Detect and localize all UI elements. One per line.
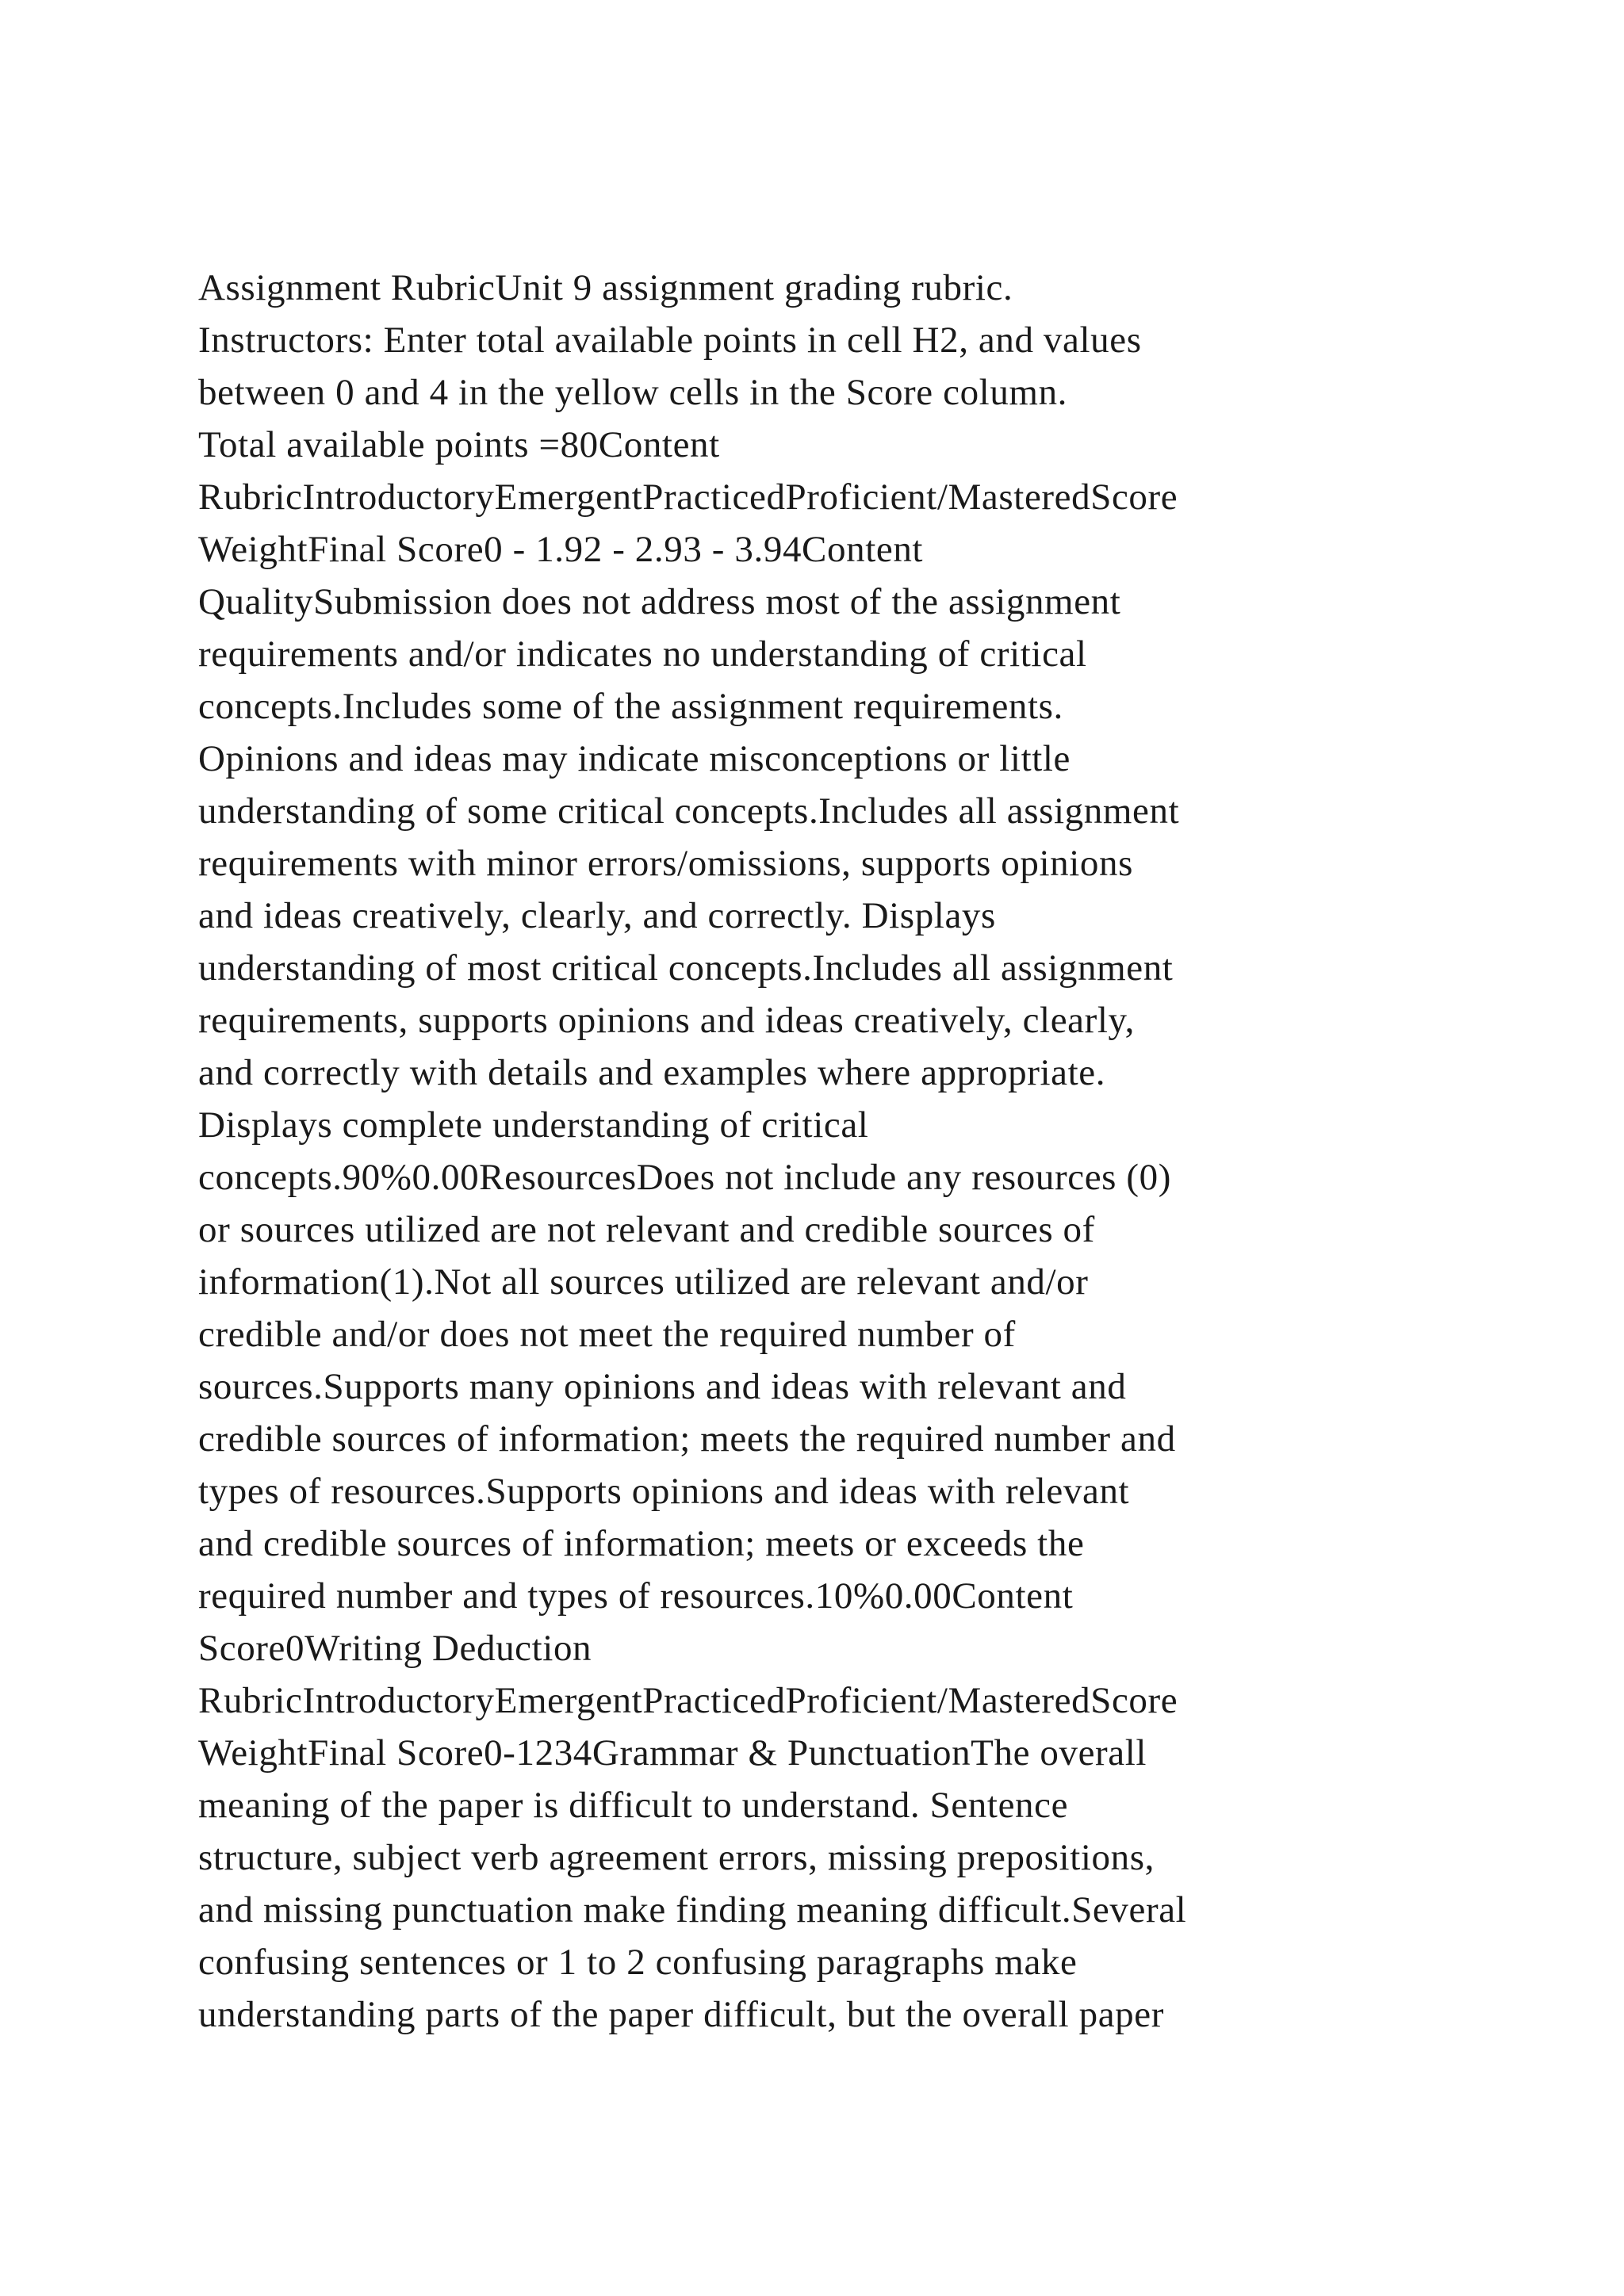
text-line: and ideas creatively, clearly, and correctly. Displays <box>198 895 996 936</box>
text-line: between 0 and 4 in the yellow cells in the Score column. <box>198 372 1068 413</box>
text-line: concepts.Includes some of the assignment requirements. <box>198 686 1063 727</box>
text-line: requirements and/or indicates no understanding of critical <box>198 633 1087 675</box>
text-line: and correctly with details and examples where appropriate. <box>198 1052 1106 1093</box>
text-line: understanding of most critical concepts.Includes all assignment <box>198 947 1174 989</box>
text-line: credible sources of information; meets the required number and <box>198 1418 1176 1460</box>
text-line: Assignment RubricUnit 9 assignment grading rubric. <box>198 267 1013 308</box>
text-line: RubricIntroductoryEmergentPracticedProficient/MasteredScore <box>198 1680 1178 1721</box>
rubric-text <box>198 262 1546 2041</box>
text-line: credible and/or does not meet the required number of <box>198 1314 1016 1355</box>
text-line: meaning of the paper is difficult to understand. Sentence <box>198 1785 1069 1826</box>
text-line: Opinions and ideas may indicate misconceptions or little <box>198 738 1071 779</box>
text-line: structure, subject verb agreement errors, missing prepositions, <box>198 1837 1155 1878</box>
text-line: required number and types of resources.10%0.00Content <box>198 1575 1074 1617</box>
text-line: requirements, supports opinions and ideas creatively, clearly, <box>198 1000 1135 1041</box>
text-line: confusing sentences or 1 to 2 confusing paragraphs make <box>198 1942 1078 1983</box>
text-line: concepts.90%0.00ResourcesDoes not include any resources (0) <box>198 1157 1172 1198</box>
text-line: WeightFinal Score0-1234Grammar & PunctuationThe overall <box>198 1732 1147 1774</box>
text-line: requirements with minor errors/omissions, supports opinions <box>198 843 1133 884</box>
text-line: types of resources.Supports opinions and ideas with relevant <box>198 1471 1130 1512</box>
text-line: and credible sources of information; meets or exceeds the <box>198 1523 1085 1564</box>
text-line: WeightFinal Score0 - 1.92 - 2.93 - 3.94Content <box>198 529 924 570</box>
text-line: QualitySubmission does not address most of the assignment <box>198 581 1121 622</box>
text-line: RubricIntroductoryEmergentPracticedProficient/MasteredScore <box>198 476 1178 518</box>
text-line: sources.Supports many opinions and ideas with relevant and <box>198 1366 1127 1407</box>
text-line: and missing punctuation make finding meaning difficult.Several <box>198 1889 1187 1931</box>
text-line: understanding parts of the paper difficult, but the overall paper <box>198 1994 1164 2035</box>
text-line: Displays complete understanding of critical <box>198 1104 869 1146</box>
text-line: understanding of some critical concepts.Includes all assignment <box>198 790 1180 832</box>
text-line: Total available points =80Content <box>198 424 720 465</box>
text-line: Score0Writing Deduction <box>198 1628 592 1669</box>
text-line: or sources utilized are not relevant and credible sources of <box>198 1209 1095 1250</box>
text-line: Instructors: Enter total available points in cell H2, and values <box>198 320 1142 361</box>
text-line: information(1).Not all sources utilized are relevant and/or <box>198 1261 1089 1303</box>
